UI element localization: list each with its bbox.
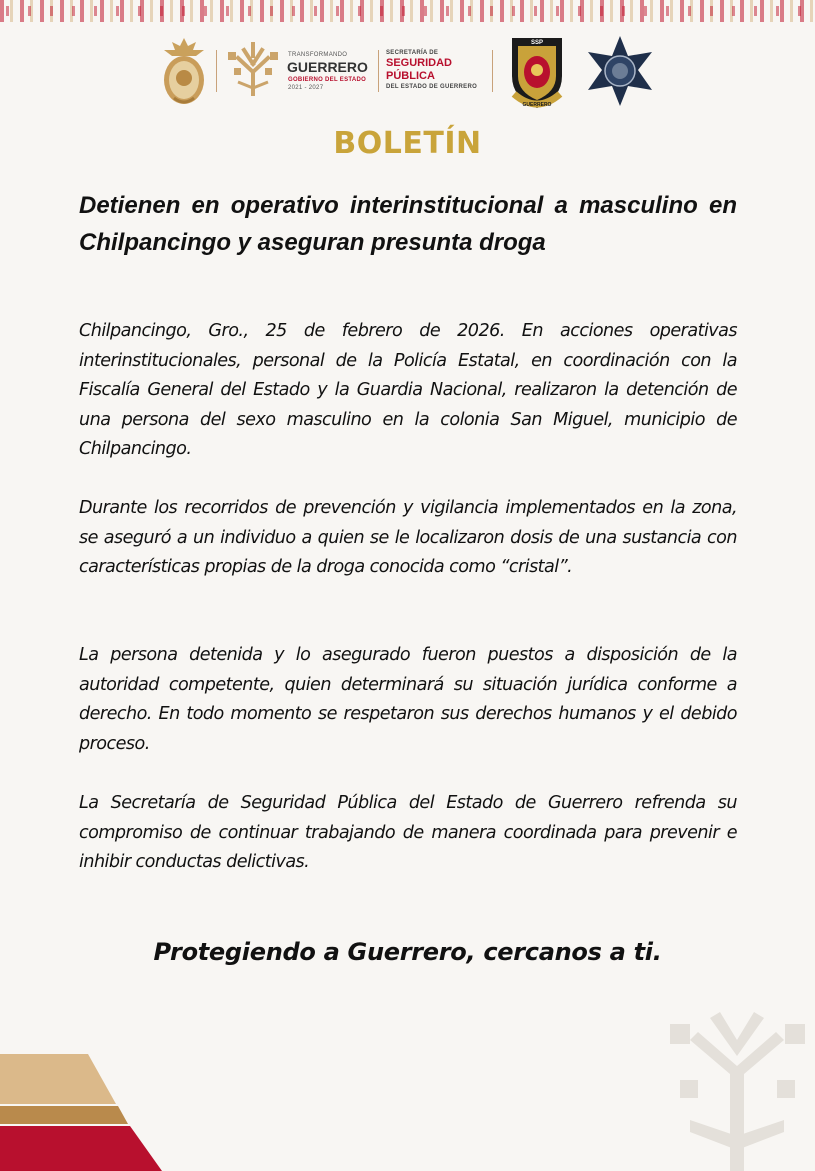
paragraph-2: Durante los recorridos de prevención y vigilancia implementados en la zona, se aseguró a un individuo a quien se le localizaron dosis de una sustancia con características propias de la droga conocida como “cristal”. xyxy=(79,498,737,577)
decorative-pattern-border-accent xyxy=(0,6,815,16)
ssp-badge-top-text: SSP xyxy=(530,40,544,46)
paragraph-3: La persona detenida y lo asegurado fueron puestos a disposición de la autoridad competente, quien determinará su situación jurídica conforme a derecho. En todo momento se respetaron sus derechos humanos y el debido proceso. xyxy=(79,645,737,754)
ssp-badge-bottom-text: GUERRERO xyxy=(522,102,552,108)
tree-watermark-icon xyxy=(660,1010,815,1171)
secretaria-label-line2: SEGURIDAD xyxy=(386,57,453,69)
police-star-logo xyxy=(584,34,656,108)
ssp-shield-logo xyxy=(502,32,572,112)
secretaria-label-line4: DEL ESTADO DE GUERRERO xyxy=(386,84,478,90)
decorative-corner-stripes xyxy=(0,1050,170,1171)
guerrero-label: GUERRERO xyxy=(287,59,368,75)
headline: Detienen en operativo interinstitucional a masculino en Chilpancingo y aseguran presunta droga xyxy=(79,192,737,256)
secretaria-label-line3: PÚBLICA xyxy=(386,70,435,82)
tree-emblem-logo xyxy=(224,42,282,98)
secretaria-label-line1: SECRETARÍA DE xyxy=(386,50,439,56)
bulletin-label: BOLETÍN xyxy=(333,126,482,161)
paragraph-4: La Secretaría de Seguridad Pública del Estado de Guerrero refrenda su compromiso de continuar trabajando de manera coordinada para prevenir e inhibir conductas delictivas. xyxy=(79,793,737,872)
transformando-label: TRANSFORMANDO xyxy=(288,52,348,58)
slogan: Protegiendo a Guerrero, cercanos a ti. xyxy=(153,938,662,966)
paragraph-1: Chilpancingo, Gro., 25 de febrero de 2026. En acciones operativas interinstitucionales, personal de la Policía Estatal, en coordinación con la Fiscalía General del Estado y la Guardia Nacional, realizaron la detención de una persona del sexo masculino en la colonia San Miguel, municipio de Chilpancingo. xyxy=(79,321,737,459)
period-label: 2021 - 2027 xyxy=(288,85,324,91)
header-logos xyxy=(150,32,670,112)
state-coat-of-arms-logo xyxy=(160,36,208,108)
gobierno-label: GOBIERNO DEL ESTADO xyxy=(288,77,367,83)
